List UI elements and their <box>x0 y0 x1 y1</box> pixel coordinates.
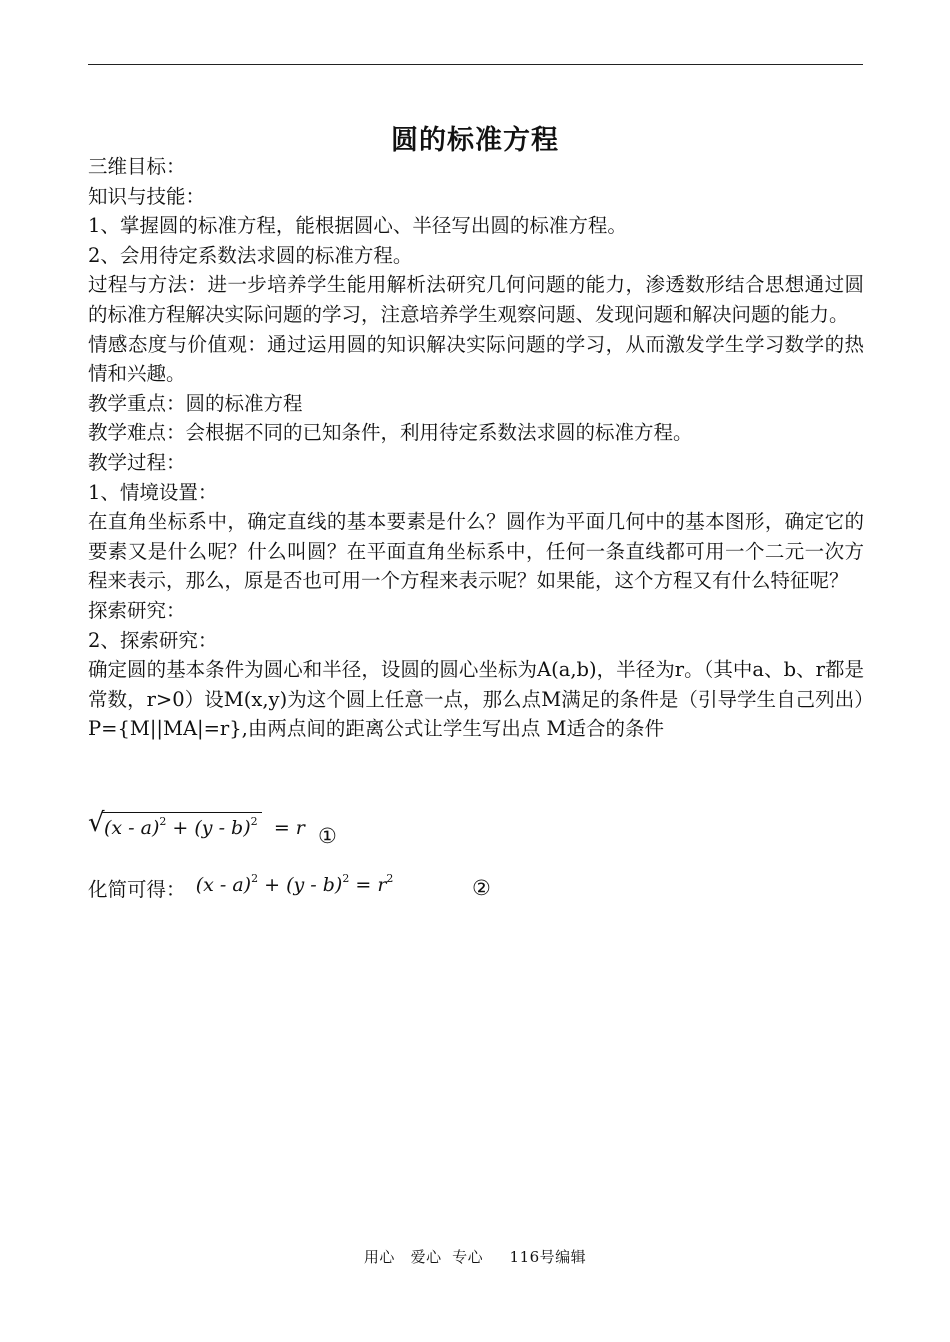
paragraph: 确定圆的基本条件为圆心和半径，设圆的圆心坐标为A(a,b)，半径为r。（其中a、b、r都是常数，r>0）设M(x,y)为这个圆上任意一点，那么点M满足的条件是（引导学生自己列出）P={M||MA|=r},由两点间的距离公式让学生写出点 M适合的条件 <box>88 658 864 741</box>
paragraph: 教学难点：会根据不同的已知条件，利用待定系数法求圆的标准方程。 <box>88 421 693 445</box>
paragraph: 2、探索研究： <box>88 628 218 652</box>
paragraph: 1、掌握圆的标准方程，能根据圆心、半径写出圆的标准方程。 <box>88 214 627 238</box>
equation-standard <box>88 872 393 902</box>
equation-rhs: = r <box>273 817 305 839</box>
page-title: 圆的标准方程 <box>391 125 559 156</box>
paragraph: 知识与技能： <box>88 184 206 208</box>
paragraph: 教学过程： <box>88 450 186 474</box>
paragraph: 在直角坐标系中，确定直线的基本要素是什么？圆作为平面几何中的基本图形，确定它的要素又是什么呢？什么叫圆？在平面直角坐标系中，任何一条直线都可用一个二元一次方程来表示，那么，原是否也可用一个方程来表示呢？如果能，这个方程又有什么特征呢？ <box>88 510 864 593</box>
paragraph: 教学重点：圆的标准方程 <box>88 391 303 415</box>
paragraph: 1、情境设置： <box>88 480 218 504</box>
term-y-b: + (y - b) <box>264 874 343 896</box>
paragraph: 情感态度与价值观：通过运用圆的知识解决实际问题的学习，从而激发学生学习数学的热情和兴趣。 <box>88 332 864 386</box>
term-x-a: (x - a) <box>104 817 160 839</box>
exponent: 2 <box>386 872 394 885</box>
exponent: 2 <box>251 872 259 885</box>
equation-rhs: = r <box>355 874 387 896</box>
equation-marker-2: ② <box>472 876 491 900</box>
exponent: 2 <box>159 815 167 828</box>
equation-body <box>196 874 394 896</box>
term-x-a: (x - a) <box>195 874 252 896</box>
paragraph: 2、会用待定系数法求圆的标准方程。 <box>88 243 413 267</box>
document-body <box>88 152 864 744</box>
page-footer: 用心 爱心 专心 116号编辑 <box>363 1248 587 1266</box>
paragraph: 探索研究： <box>88 598 186 622</box>
equation-marker-1: ① <box>318 824 337 848</box>
exponent: 2 <box>250 815 258 828</box>
paragraph: 过程与方法：进一步培养学生能用解析法研究几何问题的能力，渗透数形结合思想通过圆的标准方程解决实际问题的学习，注意培养学生观察问题、发现问题和解决问题的能力。 <box>88 273 864 326</box>
sqrt-expression <box>88 808 262 839</box>
equation-prefix: 化简可得： <box>88 878 186 901</box>
paragraph: 三维目标： <box>88 155 186 178</box>
equation-distance <box>88 808 305 839</box>
exponent: 2 <box>342 872 350 885</box>
term-y-b: + (y - b) <box>172 817 251 839</box>
radical-sign: √ <box>88 808 105 838</box>
radicand <box>102 812 262 839</box>
header-rule <box>88 64 863 65</box>
